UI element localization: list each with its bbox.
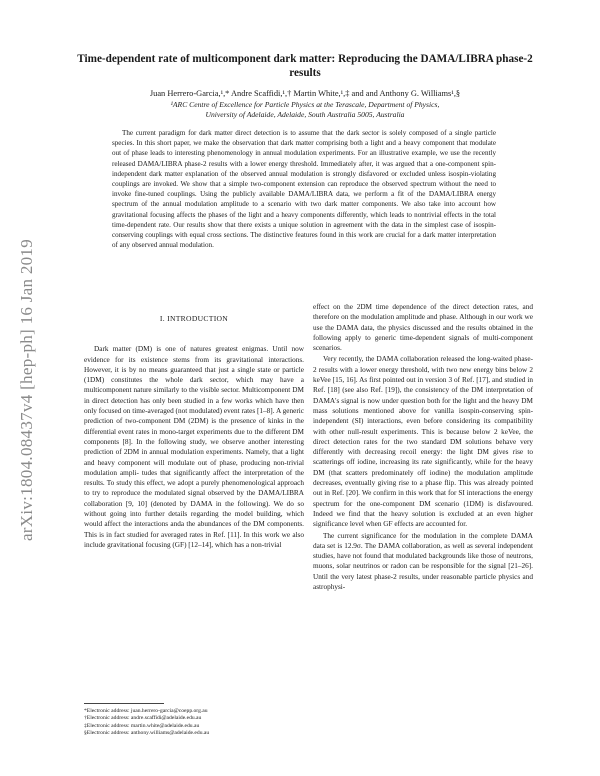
footnote-email: †Electronic address: andre.scaffidi@adelaide.edu.au <box>84 715 202 722</box>
footnote-email: ‡Electronic address: martin.white@adelaide.edu.au <box>84 722 200 729</box>
section-heading: I. INTRODUCTION <box>159 314 229 323</box>
right-column <box>313 302 533 593</box>
left-column <box>84 300 304 551</box>
affiliation-line-1: ¹ARC Centre of Excellence for Particle Physics at the Terascale, Department of Physics, <box>170 100 440 109</box>
abstract <box>112 128 496 250</box>
body-paragraph: Very recently, the DAMA collaboration released the long-waited phase-2 results with a lower energy threshold, with two new energy bins below 2 keVee [15, 16]. As first pointed out in version 3 of Ref. [17], and studied in Ref. [18] (see also Ref. [19]), the consistency of the DM interpretation of DAMA's signal is now under question both for the light and the heavy DM mass solutions mentioned above for vanilla isospin-conserving spin-independent (SI) interactions, even before considering its compatibility with other null-result experiments. This is because below 2 keVee, the direct detection rates for the two standard DM solutions behave very differently with decreasing recoil energy: the light DM gives rise to scatterings off iodine, increasing its rate significantly, while for the heavy DM (that scatters predominately off iodine) the modulation amplitude decreases, eventually giving rise to a phase flip. This was already pointed out in Ref. [20]. We confirm in this work that for SI interactions the energy spectrum for the one-component DM scenario (1DM) is disfavoured. Indeed we find that the heavy solution is excluded at an even higher significance level when GF effects are accounted for. <box>313 355 533 529</box>
author-list: Juan Herrero-Garcia,¹,* Andre Scaffidi,¹,† Martin White,¹,‡ and and Anthony G. Williams¹,§ <box>149 89 461 98</box>
body-paragraph: effect on the 2DM time dependence of the direct detection rates, and therefore on the modulation amplitude and phase. Although in our work we use the DAMA data, the physics discussed and the results obtained in the following apply to generic time-dependent signals of multi-component scenarios. <box>313 303 533 353</box>
affiliation-line-2: University of Adelaide, Adelaide, South Australia 5005, Australia <box>205 110 405 119</box>
footnotes <box>84 703 304 738</box>
arxiv-stamp <box>14 210 40 570</box>
footnote-email: §Electronic address: anthony.williams@adelaide.edu.au <box>84 730 210 737</box>
abstract-text: The current paradigm for dark matter direct detection is to assume that the dark sector is solely composed of a single particle species. In this short paper, we make the observation that dark matter comprising both a light and a heavy component that modulate out of phase leads to interesting phenomenology in annual modulation experiments. For an illustrative example, we use the recently released DAMA/LIBRA phase-2 results with a lower energy threshold. Immediately after, it was argued that a one-component spin- independent dark matter explanation of the observed annual modulation is strongly disfavored or excluded unless isospin-violating couplings are invoked. We show that a simple two-component extension can reproduce the observed spectrum without the need to invoke fine-tuned couplings. Using the publicly available DAMA/LIBRA data, we perform a fit of the DAMA/LIBRA energy spectrum of the annual modulation amplitude to a scenario with two dark matter components. We also take into account how gravitational focusing affects the phases of the light and a heavy components differently, which leads to nontrivial effects in the total time-dependent rate. Our results show that there exists a unique solution in agreement with the data in the simplest case of isospin-conserving couplings with equal cross sections. The distinctive features found in this work are crucial for a dark matter interpretation of any observed annual modulation. <box>112 129 496 250</box>
footnote-rule <box>84 703 164 704</box>
paper-title: Time-dependent rate of multicomponent dark matter: Reproducing the DAMA/LIBRA phase-2 results <box>77 53 533 79</box>
body-paragraph: The current significance for the modulation in the complete DAMA data set is 12.9σ. The DAMA collaboration, as well as several independent studies, have not found that modulated backgrounds like those of neutrons, muons, solar neutrinos or radon can be responsible for the signal [21–26]. Until the very latest phase-2 results, under reasonable particle physics and astrophysi- <box>313 531 533 592</box>
affiliation <box>70 100 540 120</box>
footnote-email: *Electronic address: juan.herrero-garcia@coepp.org.au <box>84 708 208 714</box>
body-paragraph: Dark matter (DM) is one of natures greatest enigmas. Until now evidence for its existence stems from its gravitational interactions. However, it is by no means guaranteed that just a single state or particle (1DM) constitutes the whole dark sector, which may have a multicomponent nature similarly to the visible sector. Multicomponent DM in direct detection has only been studied in a few works which have then only focused on time-averaged (not modulated) event rates [1–8]. A generic prediction of two-component DM (2DM) is the presence of kinks in the differential event rates in mono-target experiments due to the different DM components [8]. In the following study, we observe another interesting prediction of 2DM in annual modulation experiments. Namely, that a light and heavy component will modulate out of phase, producing non-trivial modulation ampli- tudes that significantly affect the interpretation of the results. To study this effect, we adopt a purely phenomenological approach to try to reproduce the modulated signal observed by the DAMA/LIBRA collaboration [9, 10] (denoted by DAMA in the following). We do so without going into further details regarding the model building, which would affect the interactions anda the abundances of the DM components. This is in fact studied for averaged rates in Ref. [11]. In this work we also include gravitational focusing (GF) [12–14], which has a non-trivial <box>84 345 304 549</box>
arxiv-identifier: arXiv:1804.08437v4 [hep-ph] 16 Jan 2019 <box>17 238 36 542</box>
